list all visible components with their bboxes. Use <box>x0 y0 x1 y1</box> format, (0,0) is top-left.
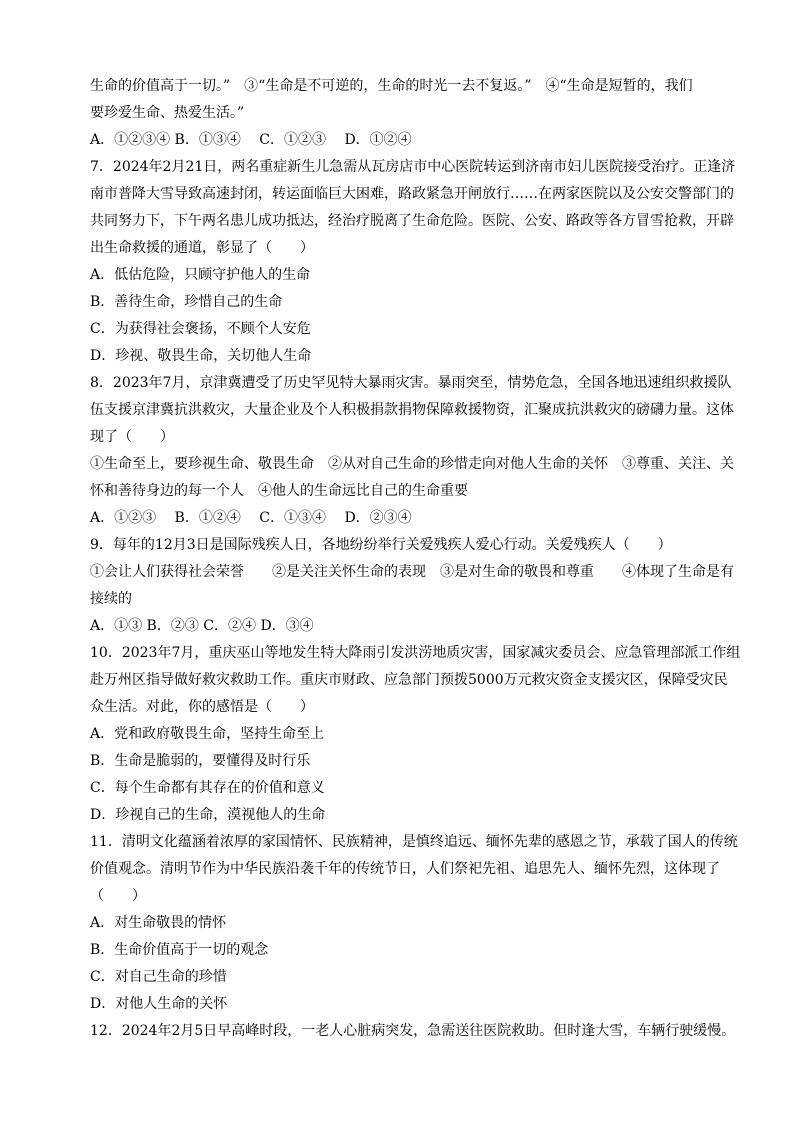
question-9-line-1: 9．每年的12月3日是国际残疾人日，各地纷纷举行关爱残疾人爱心行动。关爱残疾人（ ） <box>90 537 672 553</box>
option-7d: D．珍视、敬畏生命，关切他人生命 <box>90 348 312 364</box>
question-7-line-1: 7．2024年2月21日，两名重症新生儿急需从瓦房店市中心医院转运到济南市妇儿医院接受治疗。正逢济 <box>90 159 736 175</box>
question-8-line-1: 8．2023年7月，京津冀遭受了历史罕见特大暴雨灾害。暴雨突至，情势危急，全国各地迅速组织救援队 <box>90 375 732 391</box>
question-11-line-1: 11．清明文化蕴涵着浓厚的家国情怀、民族精神，是慎终追远、缅怀先辈的感恩之节，承载了国人的传统 <box>90 834 738 850</box>
option-11d: D．对他人生命的关怀 <box>90 996 228 1012</box>
option-7a: A．低估危险，只顾守护他人的生命 <box>90 267 311 283</box>
option-10d: D．珍视自己的生命，漠视他人的生命 <box>90 807 326 823</box>
answer-options-9: A．①③ B．②③ C．②④ D．③④ <box>90 618 314 634</box>
option-7b: B．善待生命，珍惜自己的生命 <box>90 294 283 310</box>
option-7c: C．为获得社会褒扬，不顾个人安危 <box>90 321 311 337</box>
question-11-line-2: 价值观念。清明节作为中华民族沿袭千年的传统节日，人们祭祀先祖、追思先人、缅怀先烈，这体现了 <box>90 861 720 877</box>
question-7-line-4: 出生命救援的通道，彰显了（ ） <box>90 240 314 256</box>
question-11-line-3: （ ） <box>90 888 146 904</box>
option-10b: B．生命是脆弱的，要懂得及时行乐 <box>90 753 311 769</box>
option-11a: A．对生命敬畏的情怀 <box>90 915 227 931</box>
question-7-line-3: 共同努力下，下午两名患儿成功抵达，经治疗脱离了生命危险。医院、公安、路政等各方冒雪抢救，开辟 <box>90 213 734 229</box>
option-10c: C．每个生命都有其存在的价值和意义 <box>90 780 325 796</box>
question-10-line-2: 赴万州区指导做好救灾救助工作。重庆市财政、应急部门预拨5000万元救灾资金支援灾区，保障受灾民 <box>90 672 728 688</box>
question-8-line-3: 现了（ ） <box>90 429 174 445</box>
question-12-line-1: 12．2024年2月5日早高峰时段，一老人心脏病突发，急需送往医院救助。但时逢大雪，车辆行驶缓慢。 <box>90 1023 736 1039</box>
text-line-2: 要珍爱生命、热爱生活。” <box>90 105 245 121</box>
question-7-line-2: 南市普降大雪导致高速封闭，转运面临巨大困难，路政紧急开闸放行……在两家医院以及公安交警部门的 <box>90 186 734 202</box>
answer-options-8: A．①②③ B．①②④ C．①③④ D．②③④ <box>90 510 412 526</box>
statements-8-line-2: 怀和善待身边的每一个人 ④他人的生命远比自己的生命重要 <box>90 483 468 499</box>
question-8-line-2: 伍支援京津冀抗洪救灾，大量企业及个人积极捐款捐物保障救援物资，汇聚成抗洪救灾的磅礴力量。这体 <box>90 402 734 418</box>
answer-options-6: A．①②③④ B．①③④ C．①②③ D．①②④ <box>90 132 412 148</box>
statements-9-line-1: ①会让人们获得社会荣誉 ②是关注关怀生命的表现 ③是对生命的敬畏和尊重 ④体现了生命是有 <box>90 564 734 580</box>
question-10-line-1: 10．2023年7月，重庆巫山等地发生特大降雨引发洪涝地质灾害，国家减灾委员会、应急管理部派工作组 <box>90 645 741 661</box>
statements-8-line-1: ①生命至上，要珍视生命、敬畏生命 ②从对自己生命的珍惜走向对他人生命的关怀 ③尊重、关注、关 <box>90 456 734 472</box>
option-10a: A．党和政府敬畏生命，坚持生命至上 <box>90 726 325 742</box>
statements-9-line-2: 接续的 <box>90 591 132 607</box>
option-11c: C．对自己生命的珍惜 <box>90 969 227 985</box>
text-line-1: 生命的价值高于一切。” ③“生命是不可逆的，生命的时光一去不复返。” ④“生命是短暂的，我们 <box>90 78 693 94</box>
option-11b: B．生命价值高于一切的观念 <box>90 942 269 958</box>
question-10-line-3: 众生活。对此，你的感悟是（ ） <box>90 699 314 715</box>
